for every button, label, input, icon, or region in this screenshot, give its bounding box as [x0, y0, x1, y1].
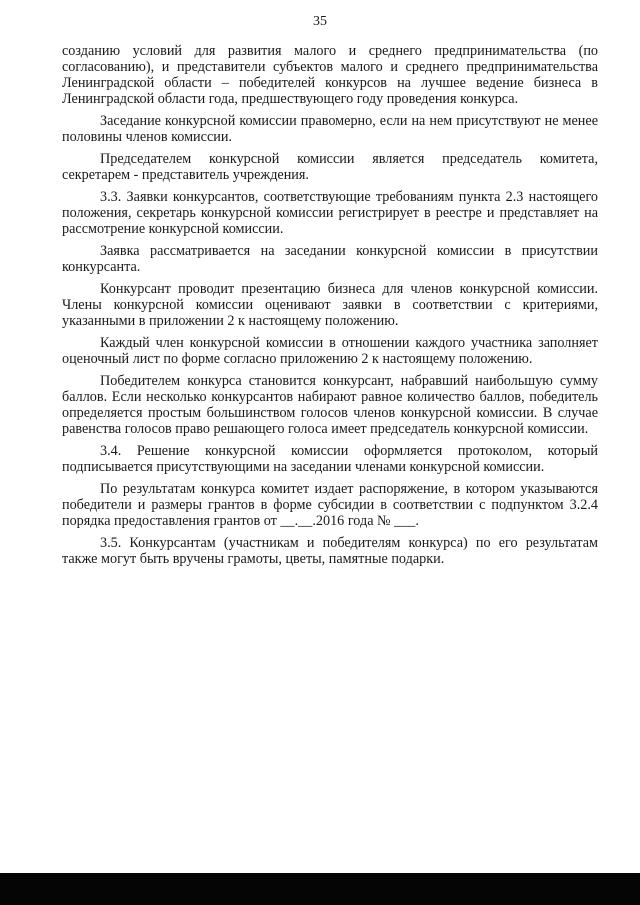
paragraph: Победителем конкурса становится конкурсант, набравший наибольшую сумму баллов. Если несколько конкурсантов набирают равное количество баллов, победитель определяется простым большинством голосов членов конкурсной комиссии. В случае равенства голосов право решающего голоса имеет председатель конкурсной комиссии.: [62, 373, 598, 437]
paragraph: По результатам конкурса комитет издает распоряжение, в котором указываются победители и размеры грантов в форме субсидии в соответствии с подпунктом 3.2.4 порядка предоставления грантов от __.__.2016 года № ___.: [62, 481, 598, 529]
paragraph: Каждый член конкурсной комиссии в отношении каждого участника заполняет оценочный лист по форме согласно приложению 2 к настоящему положению.: [62, 335, 598, 367]
paragraph: Конкурсант проводит презентацию бизнеса для членов конкурсной комиссии. Члены конкурсной комиссии оценивают заявки в соответствии с критериями, указанными в приложении 2 к настоящему положению.: [62, 281, 598, 329]
paragraph: Заседание конкурсной комиссии правомерно, если на нем присутствуют не менее половины членов комиссии.: [62, 113, 598, 145]
paragraph: созданию условий для развития малого и среднего предпринимательства (по согласованию), и представители субъектов малого и среднего предпринимательства Ленинградской области – победителей конкурсов на лучшее ведение бизнеса в Ленинградской области года, предшествующего году проведения конкурса.: [62, 43, 598, 107]
page-number: 35: [313, 14, 327, 29]
paragraph: Заявка рассматривается на заседании конкурсной комиссии в присутствии конкурсанта.: [62, 243, 598, 275]
scan-bottom-edge: [0, 873, 640, 905]
document-body: [62, 43, 598, 573]
paragraph: Председателем конкурсной комиссии является председатель комитета, секретарем - представитель учреждения.: [62, 151, 598, 183]
paragraph: 3.4. Решение конкурсной комиссии оформляется протоколом, который подписывается присутствующими на заседании членами конкурсной комиссии.: [62, 443, 598, 475]
paragraph: 3.3. Заявки конкурсантов, соответствующие требованиям пункта 2.3 настоящего положения, секретарь конкурсной комиссии регистрирует в реестре и представляет на рассмотрение конкурсной комиссии.: [62, 189, 598, 237]
paragraph: 3.5. Конкурсантам (участникам и победителям конкурса) по его результатам также могут быть вручены грамоты, цветы, памятные подарки.: [62, 535, 598, 567]
